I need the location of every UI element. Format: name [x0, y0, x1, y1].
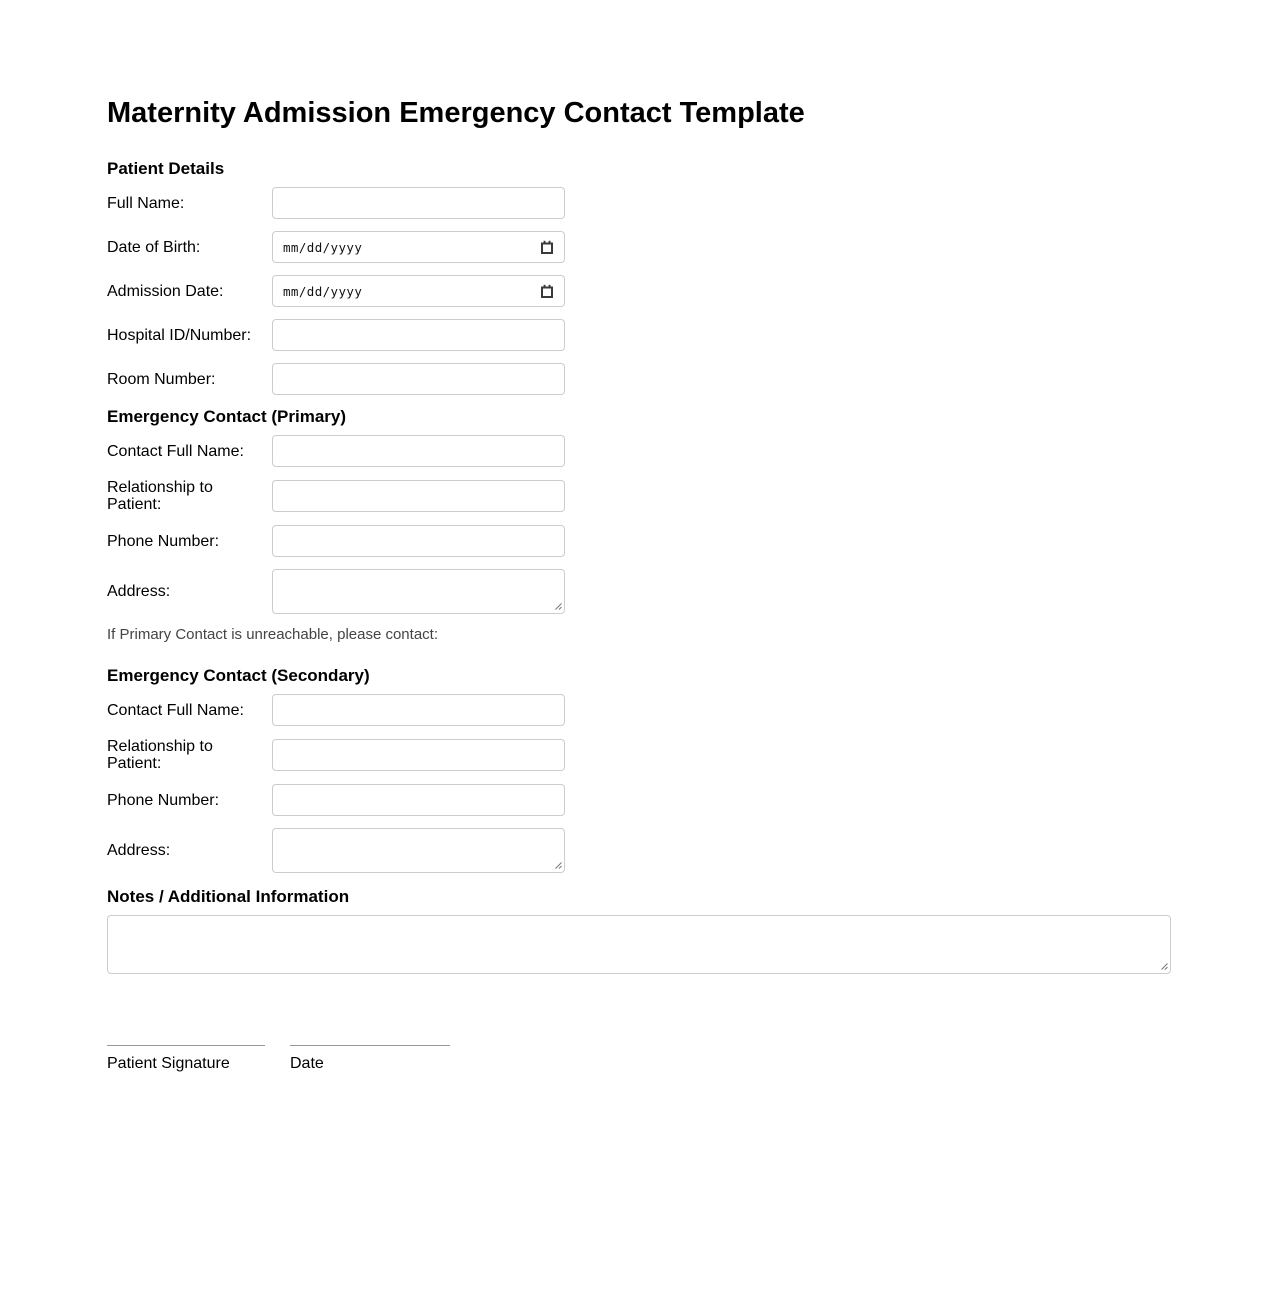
form-row — [107, 319, 1171, 351]
admission-date-label: Admission Date: — [107, 282, 224, 300]
primary-relationship-label: Relationship to Patient: — [107, 479, 213, 513]
signature-row — [107, 1045, 1171, 1073]
primary-relationship-input[interactable] — [272, 480, 565, 512]
full-name-label: Full Name: — [107, 194, 185, 212]
full-name-input[interactable] — [272, 187, 565, 219]
secondary-contact-name-input[interactable] — [272, 694, 565, 726]
primary-phone-input[interactable] — [272, 525, 565, 557]
form-row — [107, 694, 1171, 726]
hospital-id-label: Hospital ID/Number: — [107, 326, 252, 344]
hospital-id-input[interactable] — [272, 319, 565, 351]
secondary-address-wrap — [272, 828, 565, 873]
secondary-address-label: Address: — [107, 842, 171, 859]
secondary-contact-name-label: Contact Full Name: — [107, 701, 244, 719]
notes-wrap — [107, 915, 1171, 974]
admission-date-placeholder: mm/dd/yyyy — [283, 283, 363, 299]
dob-placeholder: mm/dd/yyyy — [283, 239, 363, 255]
secondary-address-textarea[interactable] — [272, 828, 565, 873]
secondary-phone-input[interactable] — [272, 784, 565, 816]
primary-contact-name-input[interactable] — [272, 435, 565, 467]
secondary-contact-heading: Emergency Contact (Secondary) — [107, 666, 370, 685]
form-row — [107, 231, 1171, 263]
room-number-input[interactable] — [272, 363, 565, 395]
primary-contact-name-label: Contact Full Name: — [107, 442, 244, 460]
form-row — [107, 363, 1171, 395]
calendar-icon[interactable] — [540, 284, 554, 299]
page-title: Maternity Admission Emergency Contact Template — [107, 97, 805, 129]
notes-heading: Notes / Additional Information — [107, 887, 350, 906]
primary-phone-label: Phone Number: — [107, 532, 220, 550]
form-row — [107, 435, 1171, 467]
calendar-icon[interactable] — [540, 240, 554, 255]
date-signature-line: Date — [290, 1045, 450, 1073]
primary-contact-heading: Emergency Contact (Primary) — [107, 407, 347, 426]
primary-address-textarea[interactable] — [272, 569, 565, 614]
secondary-relationship-input[interactable] — [272, 739, 565, 771]
form-row — [107, 187, 1171, 219]
form-row — [107, 828, 1171, 873]
room-number-label: Room Number: — [107, 370, 216, 388]
form-row — [107, 525, 1171, 557]
form-row — [107, 569, 1171, 614]
dob-label: Date of Birth: — [107, 238, 201, 256]
patient-details-heading: Patient Details — [107, 159, 225, 178]
patient-signature-line: Patient Signature — [107, 1045, 265, 1073]
notes-textarea[interactable] — [107, 915, 1171, 974]
dob-input[interactable] — [272, 231, 565, 263]
primary-address-label: Address: — [107, 583, 171, 600]
form-row — [107, 784, 1171, 816]
form-row — [107, 738, 1171, 772]
secondary-relationship-label: Relationship to Patient: — [107, 738, 213, 772]
primary-address-wrap — [272, 569, 565, 614]
form-row — [107, 479, 1171, 513]
unreachable-note: If Primary Contact is unreachable, please contact: — [107, 626, 438, 643]
form-row — [107, 275, 1171, 307]
secondary-phone-label: Phone Number: — [107, 791, 220, 809]
admission-date-input[interactable] — [272, 275, 565, 307]
